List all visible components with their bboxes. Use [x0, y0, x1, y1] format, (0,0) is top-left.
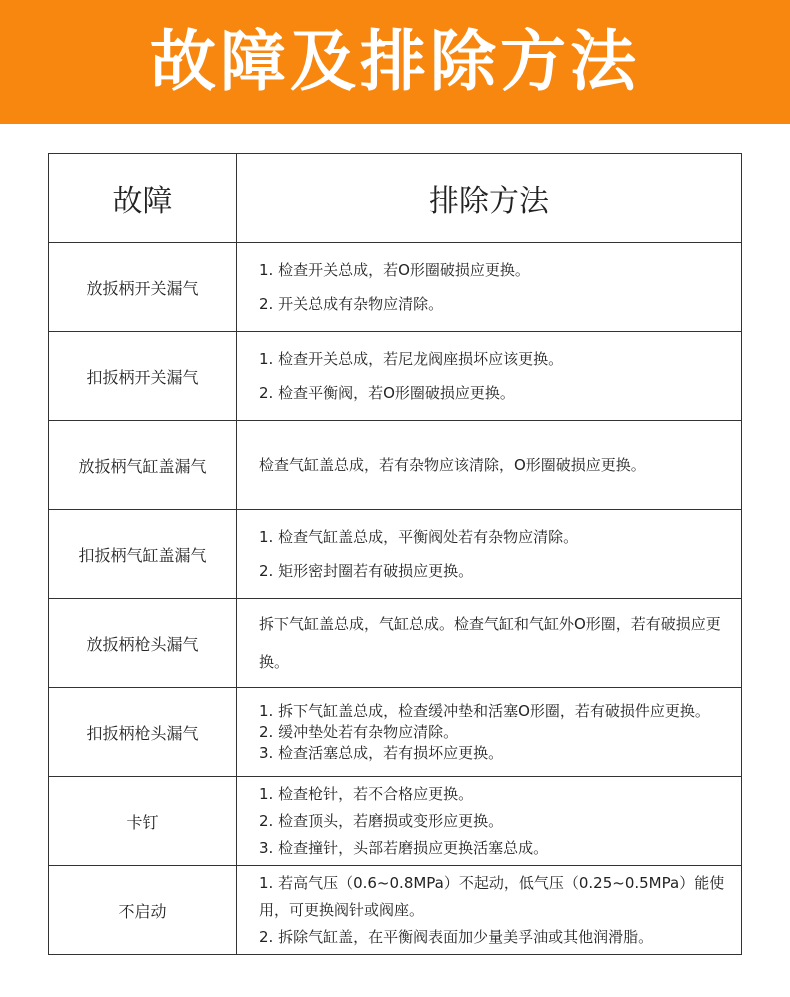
method-line: 2. 矩形密封圈若有破损应更换。 [259, 562, 474, 580]
method-cell [237, 243, 742, 332]
method-line: 1. 检查开关总成，若O形圈破损应更换。 [259, 261, 530, 279]
fault-cell: 卡钉 [49, 777, 237, 866]
method-line: 1. 检查气缸盖总成，平衡阀处若有杂物应清除。 [259, 528, 579, 546]
method-cell [237, 510, 742, 599]
method-line: 2. 检查平衡阀，若O形圈破损应更换。 [259, 384, 515, 402]
method-cell [237, 866, 742, 955]
table-row [49, 421, 742, 510]
table-row [49, 332, 742, 421]
table-header-row [49, 154, 742, 243]
method-line: 1. 检查枪针，若不合格应更换。 [259, 784, 474, 803]
method-line: 1. 若高气压（0.6~0.8MPa）不起动，低气压（0.25~0.5MPa）能使用，可更换阀针或阀座。 [259, 873, 725, 919]
table-row [49, 688, 742, 777]
method-line: 1. 检查开关总成，若尼龙阀座损坏应该更换。 [259, 350, 564, 368]
fault-table [48, 153, 742, 955]
title-banner [0, 0, 790, 124]
page-title: 故障及排除方法 [150, 23, 640, 100]
header-fault: 故障 [49, 154, 237, 243]
method-line: 检查气缸盖总成，若有杂物应该清除，O形圈破损应更换。 [259, 456, 646, 474]
method-cell [237, 688, 742, 777]
fault-cell: 不启动 [49, 866, 237, 955]
method-line: 3. 检查活塞总成，若有损坏应更换。 [259, 743, 504, 762]
fault-cell: 放扳柄气缸盖漏气 [49, 421, 237, 510]
table-row [49, 866, 742, 955]
table-row [49, 599, 742, 688]
method-line: 拆下气缸盖总成，气缸总成。检查气缸和气缸外O形圈，若有破损应更换。 [259, 615, 721, 671]
fault-cell: 放扳柄枪头漏气 [49, 599, 237, 688]
method-line: 1. 拆下气缸盖总成，检查缓冲垫和活塞O形圈，若有破损件应更换。 [259, 701, 710, 720]
method-line: 2. 缓冲垫处若有杂物应清除。 [259, 722, 459, 741]
method-line: 2. 拆除气缸盖，在平衡阀表面加少量美孚油或其他润滑脂。 [259, 927, 654, 946]
table-row [49, 243, 742, 332]
method-cell [237, 421, 742, 510]
fault-cell: 放扳柄开关漏气 [49, 243, 237, 332]
fault-cell: 扣扳柄气缸盖漏气 [49, 510, 237, 599]
method-line: 3. 检查撞针，头部若磨损应更换活塞总成。 [259, 838, 549, 857]
table-row [49, 777, 742, 866]
header-method: 排除方法 [237, 154, 742, 243]
fault-cell: 扣扳柄开关漏气 [49, 332, 237, 421]
table-row [49, 510, 742, 599]
method-cell [237, 332, 742, 421]
method-line: 2. 检查顶头，若磨损或变形应更换。 [259, 811, 504, 830]
method-cell [237, 777, 742, 866]
method-cell [237, 599, 742, 688]
method-line: 2. 开关总成有杂物应清除。 [259, 295, 444, 313]
fault-cell: 扣扳柄枪头漏气 [49, 688, 237, 777]
